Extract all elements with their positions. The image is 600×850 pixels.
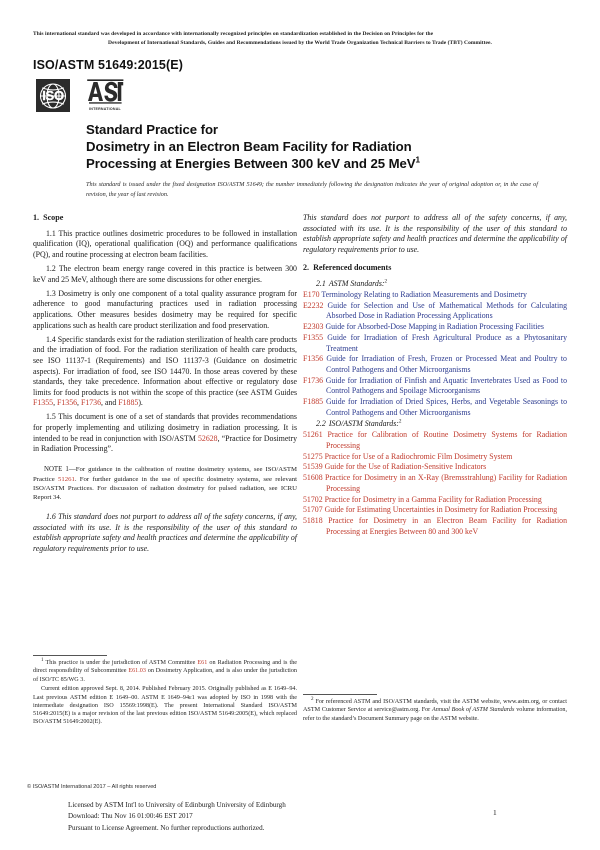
reference-designation[interactable]: 51818 (303, 516, 323, 526)
title-line-2: Dosimetry in an Electron Beam Facility for Radiation (86, 139, 412, 155)
paragraph-number-1-1: 1.1 (46, 228, 56, 238)
footnote-2-marker: 2 (311, 696, 314, 702)
astm-logo-icon (84, 79, 126, 112)
fixed-designation-note: This standard is issued under the fixed designation ISO/ASTM 51649; the number immediately following the designation indicates the year of original adoption or, in the case of revision, the year of last revision. (86, 181, 538, 199)
section-heading-referenced-documents (303, 263, 567, 274)
note-label: NOTE 1— (44, 466, 76, 474)
paragraph-1-1 (33, 225, 297, 260)
astm-monogram-icon (86, 79, 124, 104)
subsection-label-2-1: ASTM Standards: (328, 278, 385, 288)
license-line-2: Download: Thu Nov 16 01:00:46 EST 2017 (68, 812, 193, 821)
license-line-1: Licensed by ASTM Int'l to University of Edinburgh University of Edinburgh (68, 801, 286, 809)
paragraph-1-6-continued (303, 213, 567, 256)
subheading-astm-standards (303, 275, 567, 290)
paragraph-1-2 (33, 261, 297, 286)
reference-item[interactable] (303, 333, 567, 354)
astm-logo-sublabel: INTERNATIONAL (89, 107, 121, 111)
subsection-footnote-marker-2-2: 2 (398, 418, 402, 425)
link-f1356[interactable]: F1356 (56, 398, 78, 408)
reference-item[interactable] (303, 397, 567, 418)
footnote-1-paragraph-1 (33, 659, 297, 684)
subsection-label-2-2: ISO/ASTM Standards: (328, 419, 399, 429)
footnote-1-text-b: on Radiation Processing and is the direct responsibility of Subcommittee (33, 660, 297, 675)
subsection-footnote-marker-2-1: 2 (384, 278, 388, 285)
reference-title: Practice for Use of a Radiochromic Film Dosimetry System (324, 451, 513, 461)
reference-designation[interactable]: E2303 (303, 322, 324, 332)
subheading-iso-astm-standards (303, 418, 567, 430)
reference-designation[interactable]: F1356 (303, 354, 324, 364)
wto-banner (33, 30, 567, 48)
footnote-1-paragraph-2: Current edition approved Sept. 8, 2014. Published February 2015. Originally published as E 1649–94. Last previous ASTM edition E 1649–00. ASTM E 1649–94ε1 was adopted by ISO in 1998 with the intermediate designation ISO 15569:1998(E). The present International Standard ISO/ASTM 51649:2015(E) is a major revision of the last previous edition ISO/ASTM 51649:2005(E), which replaced ISO/ASTM 51649:2002(E). (33, 686, 297, 726)
reference-designation[interactable]: E170 (303, 289, 320, 299)
iso-logo-icon (36, 79, 70, 112)
reference-title: Guide for Irradiation of Fresh, Frozen or Processed Meat and Poultry to Control Pathogens and Other Microorganisms (326, 354, 567, 374)
link-e61-03[interactable]: E61.03 (128, 668, 146, 675)
sep-1: , (53, 398, 57, 408)
reference-title: Guide for Absorbed-Dose Mapping in Radiation Processing Facilities (325, 322, 544, 332)
section-number-refdocs: 2. (303, 262, 310, 272)
link-f1885[interactable]: F1885 (118, 398, 139, 408)
reference-item[interactable] (303, 462, 567, 473)
reference-title: Guide for Irradiation of Fresh Agricultural Produce as a Phytosanitary Treatment (326, 332, 567, 353)
reference-title: Guide for Irradiation of Dried Spices, Herbs, and Vegetable Seasonings to Control Pathogens and Other Microorganisms (325, 397, 567, 417)
paragraph-1-6 (33, 509, 297, 555)
reference-title: Guide for Irradiation of Finfish and Aquatic Invertebrates Used as Food to Control Pathogens and Spoilage Microorganisms (325, 375, 567, 396)
paragraph-number-1-3: 1.3 (46, 288, 56, 298)
reference-title: Guide for Estimating Uncertainties in Dosimetry for Radiation Processing (324, 505, 558, 515)
reference-title: Terminology Relating to Radiation Measurements and Dosimetry (321, 289, 527, 299)
license-line-3: Pursuant to License Agreement. No further reproductions authorized. (68, 823, 265, 832)
section-title-refdocs: Referenced documents (313, 262, 392, 272)
subsection-number-2-1: 2.1 (316, 278, 326, 288)
footnote-2-text-a: For referenced ASTM and ISO/ASTM standards, visit the ASTM website, www.astm.org, or contact ASTM Customer Service at service@astm.org. For (303, 699, 567, 714)
sep-2: , (77, 398, 81, 408)
reference-designation[interactable]: 51702 (303, 494, 323, 504)
paragraph-text-1-5-a: This document is one of a set of standards that provides recommendations for properly implementing and utilizing dosimetry in radiation processing. It is intended to be read in conjunction with ISO/ASTM (33, 412, 297, 443)
paragraph-1-4 (33, 331, 297, 409)
footnote-2-paragraph (303, 698, 567, 723)
reference-item[interactable] (303, 473, 567, 494)
copyright-notice: © ISO/ASTM International 2017 – All rights reserved (27, 784, 157, 790)
reference-designation[interactable]: 51275 (303, 451, 323, 461)
right-column (303, 213, 567, 537)
footnote-left (33, 659, 297, 727)
footnote-1-marker: 1 (41, 657, 44, 663)
paragraph-text-1-4-a: Specific standards exist for the radiation sterilization of health care products and the irradiation of food. For the radiation sterilization of health care products, see ISO 11137-1 (Requirements) and ISO 11137-3 (Guidance on dosimetric aspects). For irradiation of food, see ISO 14470. In those areas covered by these standards, they take precedence. Information about effective or regulatory dose limits for food products is not within the scope of this practice (see ASTM Guides (33, 334, 297, 397)
title-line-1: Standard Practice for (86, 122, 218, 137)
reference-title: Practice for Dosimetry in an X-Ray (Bremsstrahlung) Facility for Radiation Processing (325, 473, 567, 493)
sep-3: , and (101, 398, 119, 408)
footnote-rule-right (303, 694, 377, 695)
reference-item[interactable] (303, 516, 567, 537)
reference-designation[interactable]: 51707 (303, 505, 323, 515)
reference-item[interactable] (303, 451, 567, 462)
link-f1355[interactable]: F1355 (33, 398, 54, 408)
paragraph-number-1-5: 1.5 (46, 412, 56, 422)
reference-title: Guide for the Use of Radiation-Sensitive Indicators (324, 462, 487, 472)
paragraph-text-1-3: Dosimetry is only one component of a total quality assurance program for adherence to good manufacturing practices used in radiation processing applications. Other measures besides dosimetry may be required for specific applications such as health care product sterilization and food preservation. (33, 288, 298, 330)
link-f1736[interactable]: F1736 (80, 398, 102, 408)
paragraph-number-1-4: 1.4 (46, 334, 56, 344)
wto-banner-line1: This international standard was developed in accordance with internationally recognized principles on standardization established in the Decision on Principles for the (33, 31, 434, 37)
reference-designation[interactable]: F1736 (303, 375, 324, 385)
iso-logo-label: ISO (42, 88, 64, 103)
title-footnote-marker: 1 (415, 155, 421, 165)
footnote-2-text-b: volume information, refer to the standard’s Document Summary page on the ASTM website. (303, 707, 567, 722)
footnote-1-text-c: on Dosimetry Application, and is also under the jurisdiction of ISO/TC 85/WG 3. (33, 668, 297, 683)
reference-item[interactable] (303, 494, 567, 505)
title-line-3 (86, 155, 538, 172)
paragraph-text-1-5-b: , “Practice for Dosimetry in Radiation Processing”. (33, 433, 298, 454)
footnote-rule-left (33, 655, 107, 656)
title-line-3-text: Processing at Energies Between 300 keV and 25 MeV (86, 156, 416, 172)
note-text-a: For guidance in the calibration of routine dosimetry systems, see ISO/ASTM Practice (33, 466, 297, 483)
reference-item[interactable] (303, 375, 567, 396)
reference-title: Practice for Dosimetry in a Gamma Facility for Radiation Processing (324, 494, 542, 504)
reference-item[interactable] (303, 290, 567, 301)
reference-designation[interactable]: E2232 (303, 300, 324, 310)
note-1 (33, 462, 297, 502)
reference-designation[interactable]: 51608 (303, 473, 323, 483)
reference-title: Practice for Calibration of Routine Dosimetry Systems for Radiation Processing (326, 430, 567, 450)
reference-item[interactable] (303, 300, 567, 321)
section-title-scope: Scope (43, 213, 64, 222)
section-heading-scope (33, 213, 297, 224)
reference-designation[interactable]: F1885 (303, 397, 324, 407)
page-number: 1 (493, 808, 497, 817)
link-e61[interactable]: E61 (197, 660, 208, 666)
paragraph-1-3 (33, 285, 297, 331)
footnote-2-italic: Annual Book of ASTM Standards (432, 707, 515, 714)
paragraph-text-1-2: The electron beam energy range covered in this practice is between 300 keV and 25 MeV, although there are some discussions for other energies. (33, 264, 297, 284)
document-designation: ISO/ASTM 51649:2015(E) (33, 58, 184, 72)
paragraph-number-1-2: 1.2 (46, 264, 56, 274)
paragraph-1-6-continued-text: This standard does not purport to address all of the safety concerns, if any, associated with its use. It is the responsibility of the user of this standard to establish appropriate safety and health practices and determine the applicability of regulatory requirements prior to use. (303, 213, 567, 254)
subsection-number-2-2: 2.2 (316, 419, 326, 429)
note-text-b: . For further guidance in the use of specific dosimetry systems, see relevant ISO/ASTM Practices. For discussion of radiation dosimetry for pulsed radiation, see ICRU Report 34. (33, 475, 297, 501)
reference-designation[interactable]: 51539 (303, 462, 323, 472)
reference-item[interactable] (303, 322, 567, 333)
astm-standards-list (303, 290, 567, 419)
page-title (86, 121, 538, 172)
reference-designation[interactable]: F1355 (303, 332, 324, 342)
footnote-right (303, 698, 567, 723)
paragraph-1-5 (33, 409, 297, 455)
iso-astm-standards-list (303, 430, 567, 538)
paragraph-text-1-6: This standard does not purport to address all of the safety concerns, if any, associated with its use. It is the responsibility of the user of this standard to establish appropriate safety and health practices and determine the applicability of regulatory requirements prior to use. (33, 511, 297, 553)
reference-title: Guide for Selection and Use of Mathematical Methods for Calculating Absorbed Dose in Radiation Processing Applications (326, 300, 567, 321)
paragraph-number-1-6: 1.6 (46, 511, 56, 521)
logo-row (36, 79, 126, 112)
reference-item[interactable] (303, 430, 567, 451)
footnote-1-text-a: This practice is under the jurisdiction of ASTM Committee (45, 660, 198, 666)
paragraph-text-1-4-b: ). (138, 398, 143, 408)
link-52628[interactable]: 52628 (197, 433, 218, 443)
wto-banner-line2: Development of International Standards, Guides and Recommendations issued by the World Trade Organization Technical Barriers to Trade (TBT) Committee. (108, 39, 492, 46)
reference-item[interactable] (303, 354, 567, 375)
reference-title: Practice for Dosimetry in an Electron Beam Facility for Radiation Processing at Energies Between 80 and 300 keV (326, 516, 567, 536)
left-column (33, 213, 297, 554)
reference-item[interactable] (303, 505, 567, 516)
link-51261-note[interactable]: 51261 (57, 475, 75, 483)
license-block (68, 800, 488, 834)
reference-designation[interactable]: 51261 (303, 430, 323, 440)
section-number-scope: 1. (33, 213, 40, 222)
paragraph-text-1-1: This practice outlines dosimetric procedures to be followed in installation qualification (IQ), operational qualification (OQ) and performance qualifications (PQ), and routine processing at electron beam facilities. (33, 228, 297, 260)
